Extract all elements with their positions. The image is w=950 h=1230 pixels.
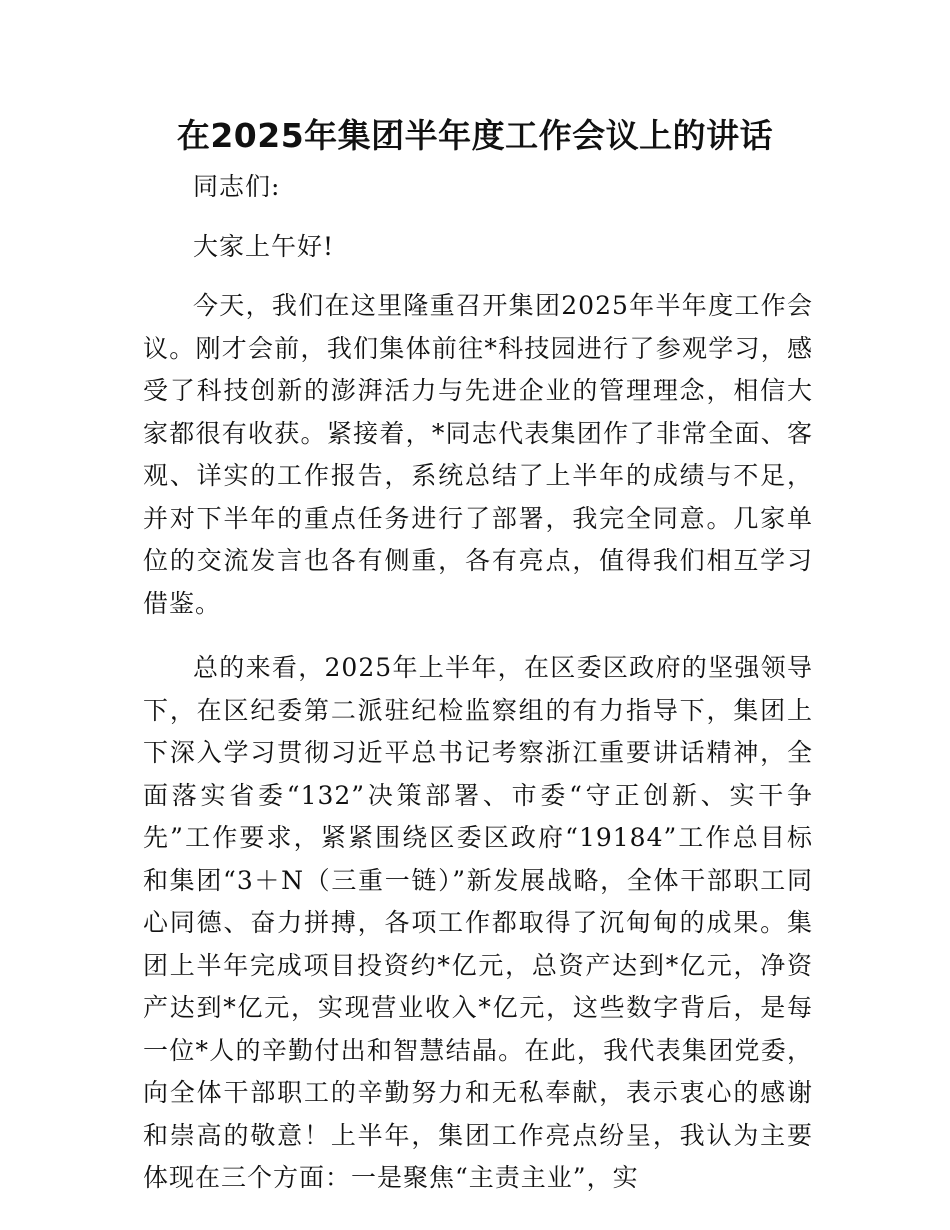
greeting: 大家上午好! bbox=[193, 231, 335, 261]
body-paragraph-1: 今天，我们在这里隆重召开集团2025年半年度工作会议。刚才会前，我们集体前往*科技园进行了参观学习，感受了科技创新的澎湃活力与先进企业的管理理念，相信大家都很有收获。紧接着，*同志代表集团作了非常全面、客观、详实的工作报告，系统总结了上半年的成绩与不足，并对下半年的重点任务进行了部署，我完全同意。几家单位的交流发言也各有侧重，各有亮点，值得我们相互学习借鉴。 bbox=[143, 291, 813, 618]
document-body bbox=[143, 166, 813, 1200]
document-title: 在2025年集团半年度工作会议上的讲话 bbox=[176, 116, 774, 155]
salutation: 同志们: bbox=[193, 172, 281, 201]
body-paragraph-2: 总的来看，2025年上半年，在区委区政府的坚强领导下，在区纪委第二派驻纪检监察组的有力指导下，集团上下深入学习贯彻习近平总书记考察浙江重要讲话精神，全面落实省委“132”决策部署、市委“守正创新、实干争先”工作要求，紧紧围绕区委区政府“19184”工作总目标和集团“3＋N（三重一链）”新发展战略，全体干部职工同心同德、奋力拼搏，各项工作都取得了沉甸甸的成果。集团上半年完成项目投资约*亿元，总资产达到*亿元，净资产达到*亿元，实现营业收入*亿元，这些数字背后，是每一位*人的辛勤付出和智慧结晶。在此，我代表集团党委，向全体干部职工的辛勤努力和无私奉献，表示衷心的感谢和崇高的敬意！上半年，集团工作亮点纷呈，我认为主要体现在三个方面：一是聚焦“主责主业”，实 bbox=[143, 653, 813, 1192]
